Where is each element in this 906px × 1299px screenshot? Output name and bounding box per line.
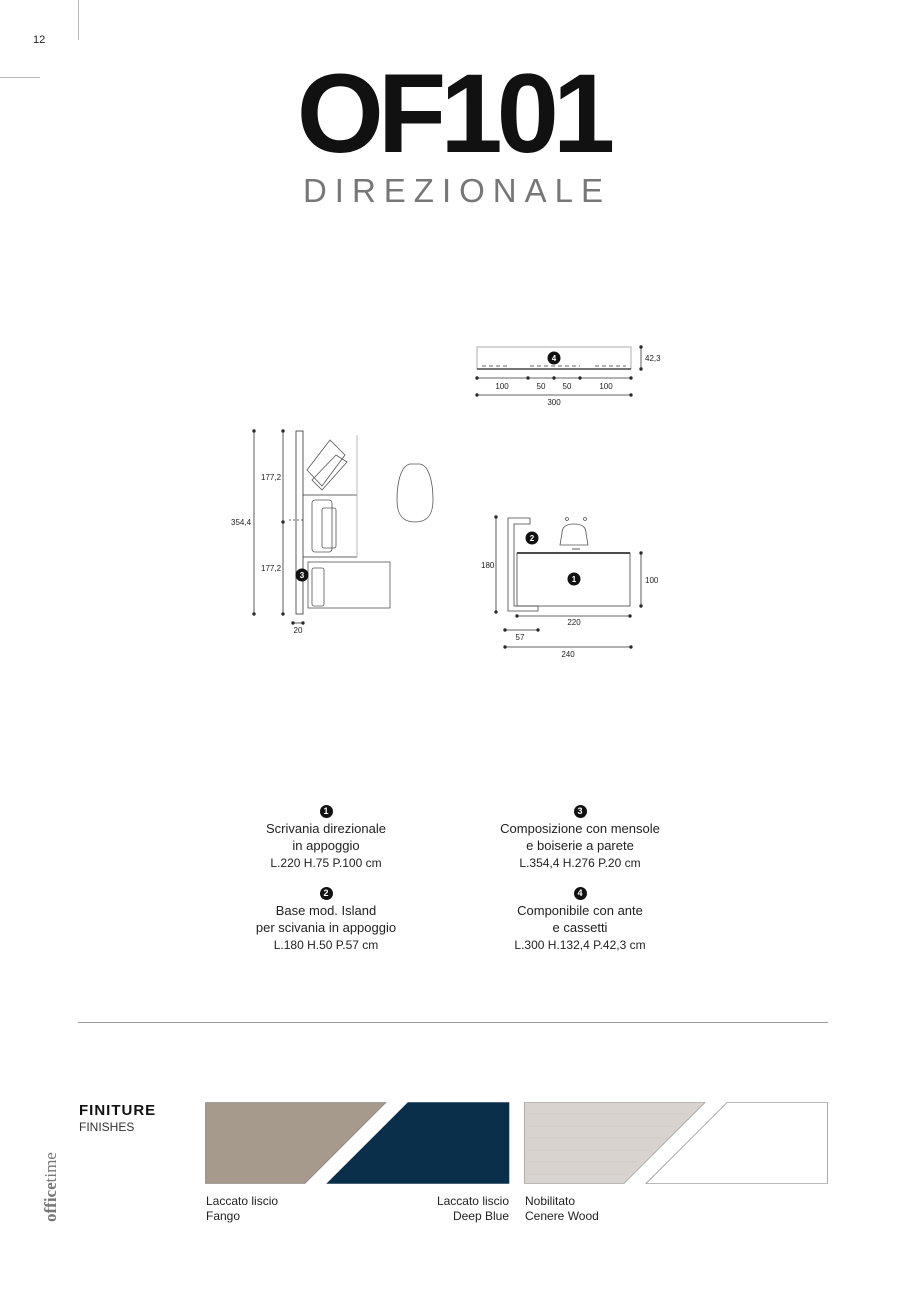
page-subtitle: DIREZIONALE xyxy=(302,172,612,209)
finish-fango-line2: Fango xyxy=(206,1209,241,1223)
marker-3-label: 3 xyxy=(299,571,305,580)
dim-seg-1: 100 xyxy=(495,382,509,391)
legend-item-4 xyxy=(450,883,710,954)
legend-4-dims: L.300 H.132,4 P.42,3 cm xyxy=(514,938,646,952)
legend-1-line2: in appoggio xyxy=(292,838,360,853)
legend-num-3: 3 xyxy=(574,805,587,818)
desk-plan xyxy=(481,516,659,659)
dim-total-top: 300 xyxy=(547,398,561,407)
brand-light: time xyxy=(41,1152,60,1183)
finish-cenere-line1: Nobilitato xyxy=(525,1194,576,1208)
legend-num-4: 4 xyxy=(574,887,587,900)
marker-4-label: 4 xyxy=(551,354,557,363)
marker-1-label: 1 xyxy=(571,575,577,584)
legend-2-line2: per scivania in appoggio xyxy=(255,920,397,935)
storage-unit-plan xyxy=(476,346,661,407)
dim-seg-3: 50 xyxy=(562,382,572,391)
finishes-subtitle: FINISHES xyxy=(79,1120,135,1134)
finish-deepblue-line2: Deep Blue xyxy=(452,1209,509,1223)
dim-height-total: 354,4 xyxy=(231,518,252,527)
section-divider xyxy=(78,1022,828,1023)
legend-4-line2: e cassetti xyxy=(552,920,608,935)
finish-label-cenere-wood xyxy=(525,1194,599,1224)
legend-3-line2: e boiserie a parete xyxy=(526,838,634,853)
finish-label-deep-blue xyxy=(409,1194,509,1224)
finish-label-fango xyxy=(206,1194,278,1224)
legend-2-dims: L.180 H.50 P.57 cm xyxy=(273,938,379,952)
finish-cenere-line2: Cenere Wood xyxy=(525,1209,599,1223)
dim-seg-2: 50 xyxy=(536,382,546,391)
chair-plan xyxy=(397,464,433,522)
dim-depth-top: 42,3 xyxy=(645,354,661,363)
svg-text:officetime xyxy=(41,1152,60,1222)
dim-height-upper: 177,2 xyxy=(261,473,282,482)
legend-2-line1: Base mod. Island xyxy=(275,903,377,918)
legend-1-dims: L.220 H.75 P.100 cm xyxy=(270,856,382,870)
dim-seg-4: 100 xyxy=(599,382,613,391)
dim-depth-wall: 20 xyxy=(293,626,303,635)
dim-base-width: 57 xyxy=(515,633,525,642)
dim-width-desk: 220 xyxy=(567,618,581,627)
dim-depth-left: 180 xyxy=(481,561,495,570)
page-number: 12 xyxy=(33,34,46,46)
wall-composition-elevation xyxy=(231,430,390,635)
dim-total-width: 240 xyxy=(561,650,575,659)
legend-4-line1: Componibile con ante xyxy=(517,903,643,918)
legend-item-3 xyxy=(450,801,710,872)
legend-num-1: 1 xyxy=(320,805,333,818)
officetime-logo xyxy=(12,1140,62,1230)
legend-1-line1: Scrivania direzionale xyxy=(266,821,386,836)
finishes-title: FINITURE xyxy=(79,1102,157,1119)
legend-num-2: 2 xyxy=(320,887,333,900)
page-title: OF101 xyxy=(296,51,610,176)
dim-height-lower: 177,2 xyxy=(261,564,282,573)
finish-fango-line1: Laccato liscio xyxy=(206,1194,279,1208)
legend-item-2 xyxy=(196,883,456,954)
finish-swatches xyxy=(205,1102,828,1184)
legend-3-dims: L.354,4 H.276 P.20 cm xyxy=(519,856,641,870)
legend-3-line1: Composizione con mensole xyxy=(500,821,660,836)
brand-bold: office xyxy=(41,1182,60,1222)
legend-item-1 xyxy=(196,801,456,872)
finish-deepblue-line1: Laccato liscio xyxy=(436,1194,509,1208)
marker-2-label: 2 xyxy=(529,534,535,543)
dim-depth-right: 100 xyxy=(645,576,659,585)
